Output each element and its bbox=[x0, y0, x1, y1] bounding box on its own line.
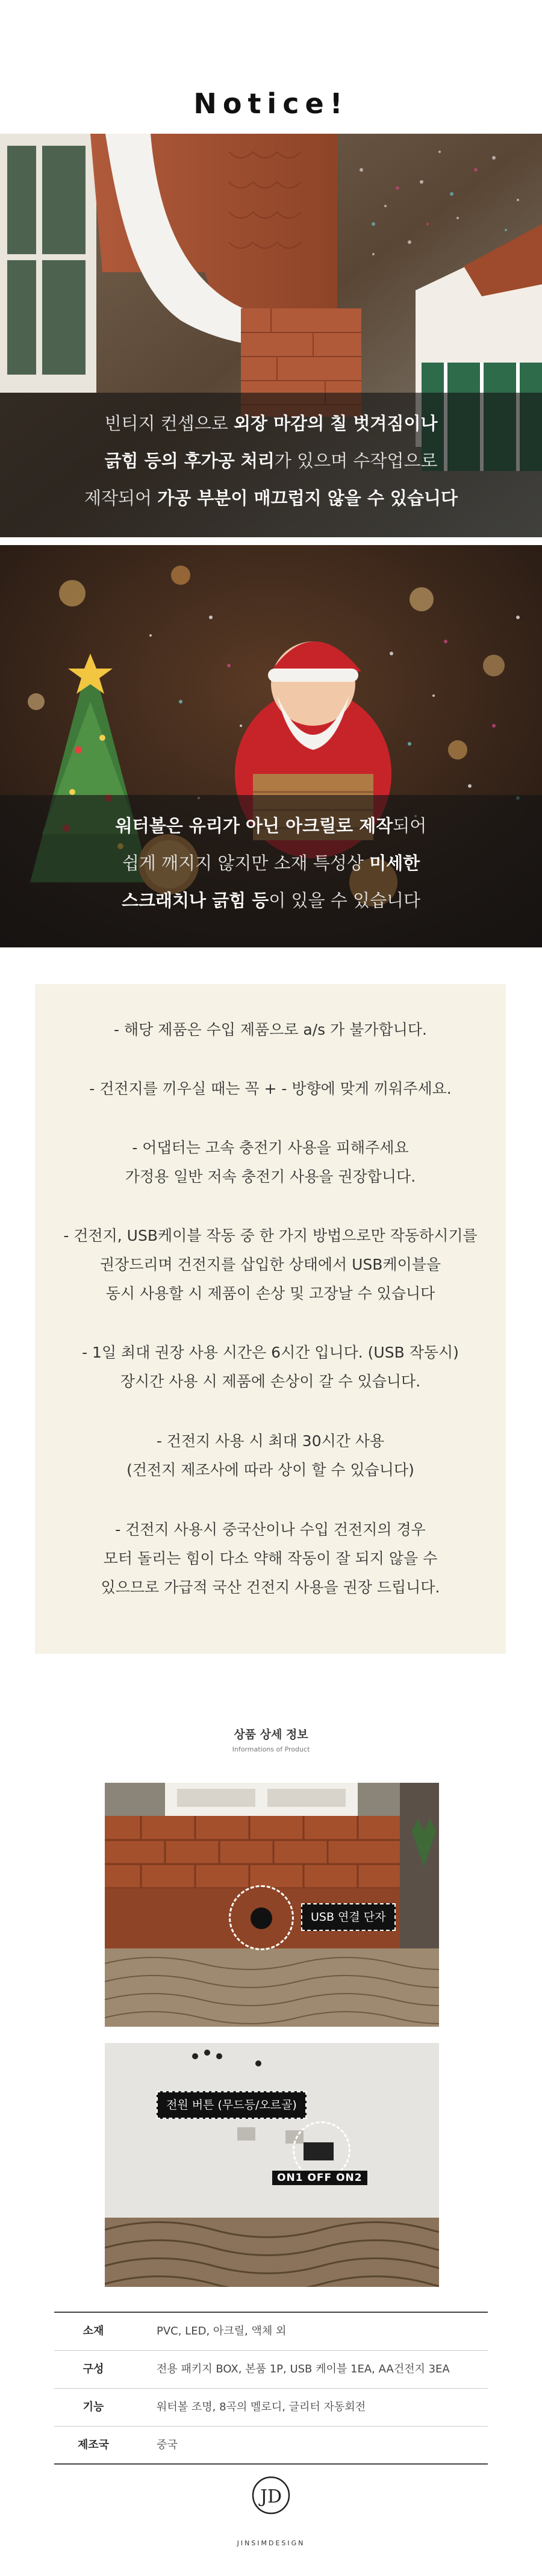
spec-key: 기능 bbox=[83, 2401, 104, 2413]
notice-item: - 건전지 사용 시 최대 30시간 사용 (건전지 제조사에 따라 상이 할 수 있습니다) bbox=[126, 1432, 414, 1479]
brand-logo bbox=[0, 2472, 542, 2535]
spec-value: PVC, LED, 아크릴, 액체 외 bbox=[157, 2325, 287, 2337]
caption-line: 쉽게 깨지지 않지만 소재 특성상 미세한 bbox=[122, 853, 420, 873]
spec-table bbox=[54, 2312, 488, 2451]
detail-photo-power bbox=[105, 2043, 439, 2287]
switch-on2-label: ON2 bbox=[336, 2172, 363, 2184]
spec-value: 전용 패키지 BOX, 본품 1P, USB 케이블 1EA, AA건전지 3EA bbox=[157, 2363, 450, 2375]
usb-highlight-circle bbox=[229, 1885, 294, 1950]
notice-item: - 어댑터는 고속 충전기 사용을 피해주세요 가정용 일반 저속 충전기 사용을 권장합니다. bbox=[125, 1139, 416, 1185]
table-row bbox=[54, 2313, 488, 2351]
notice-item: - 해당 제품은 수입 제품으로 a/s 가 불가합니다. bbox=[114, 1021, 427, 1038]
spec-key: 소재 bbox=[83, 2325, 104, 2337]
caption-line: 긁힘 등의 후가공 처리가 있으며 수작업으로 bbox=[104, 451, 438, 471]
detail-photo-usb bbox=[105, 1783, 439, 2027]
switch-off-label: OFF bbox=[307, 2172, 332, 2184]
caption-line: 스크래치나 긁힘 등이 있을 수 있습니다 bbox=[121, 890, 421, 911]
product-info-subtitle: Informations of Product bbox=[232, 1745, 310, 1753]
caption-line: 빈티지 컨셉으로 외장 마감의 칠 벗겨짐이나 bbox=[104, 413, 438, 434]
switch-on1-label: ON1 bbox=[277, 2172, 304, 2184]
svg-text:JD: JD bbox=[260, 2486, 282, 2507]
notice-box bbox=[35, 984, 506, 1654]
product-photo-house bbox=[0, 134, 542, 537]
spec-key: 구성 bbox=[83, 2363, 104, 2375]
brand-monogram-icon bbox=[250, 2472, 292, 2533]
table-row bbox=[54, 2427, 488, 2465]
spec-value: 워터볼 조명, 8곡의 멜로디, 글리터 자동회전 bbox=[157, 2401, 366, 2413]
power-switch-labels bbox=[272, 2171, 367, 2185]
product-photo-santa bbox=[0, 545, 542, 947]
power-callout-label: 전원 버튼 (무드등/오르골) bbox=[157, 2091, 307, 2119]
caption-panel2 bbox=[0, 807, 542, 919]
notice-title: Notice! bbox=[193, 87, 349, 120]
brand-name: JINSIMDESIGN bbox=[237, 2539, 305, 2547]
product-info-title: 상품 상세 정보 bbox=[234, 1728, 308, 1741]
usb-callout-label: USB 연결 단자 bbox=[301, 1903, 396, 1931]
caption-line: 워터볼은 유리가 아닌 아크릴로 제작되어 bbox=[115, 816, 427, 836]
table-row bbox=[54, 2351, 488, 2389]
power-photo-illustration bbox=[105, 2043, 439, 2287]
spec-key: 제조국 bbox=[77, 2439, 110, 2451]
spec-value: 중국 bbox=[157, 2439, 178, 2451]
notice-item: - 건전지, USB케이블 작동 중 한 가지 방법으로만 작동하시기를 권장드리며 건전지를 삽입한 상태에서 USB케이블을 동시 사용할 시 제품이 손상 및 고장날 수 있습니다 bbox=[63, 1227, 478, 1302]
notice-item: - 건전지 사용시 중국산이나 수입 건전지의 경우 모터 돌리는 힘이 다소 약해 작동이 잘 되지 않을 수 있으므로 가급적 국산 건전지 사용을 권장 드립니다. bbox=[101, 1521, 440, 1596]
notice-item: - 1일 최대 권장 사용 시간은 6시간 입니다. (USB 작동시) 장시간 사용 시 제품에 손상이 갈 수 있습니다. bbox=[82, 1344, 459, 1390]
notice-item: - 건전지를 끼우실 때는 꼭 + - 방향에 맞게 끼워주세요. bbox=[89, 1080, 452, 1097]
caption-line: 제작되어 가공 부분이 매끄럽지 않을 수 있습니다 bbox=[84, 488, 458, 508]
table-row bbox=[54, 2389, 488, 2427]
caption-panel1 bbox=[0, 405, 542, 517]
